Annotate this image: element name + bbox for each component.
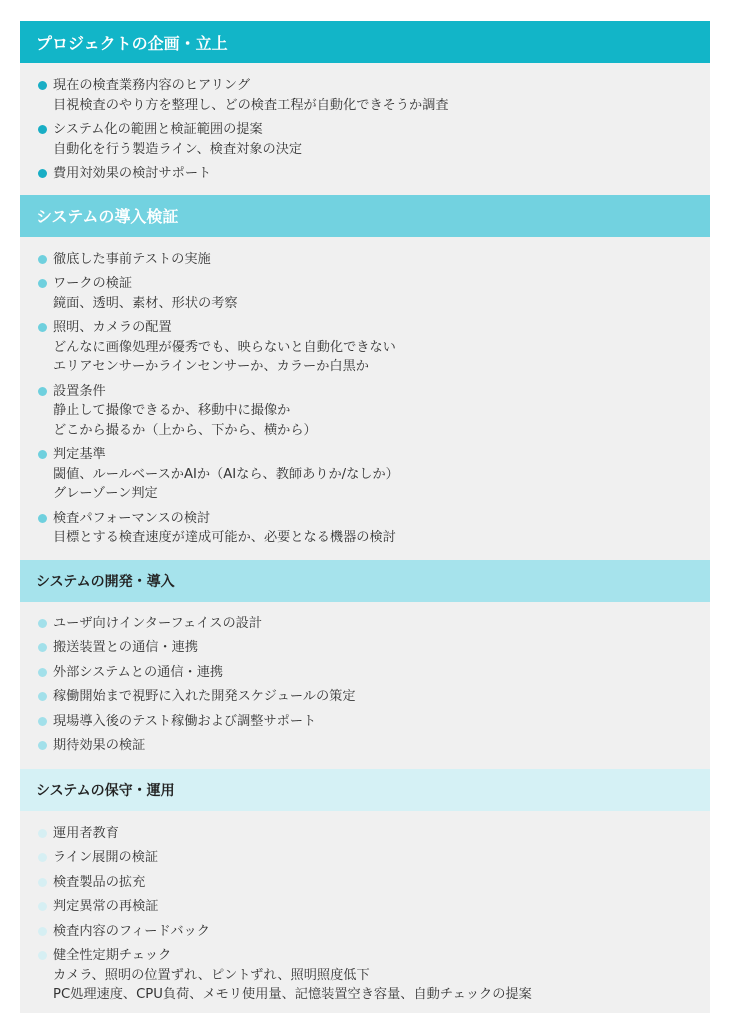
list-item bbox=[38, 164, 710, 184]
bullet-dot-icon bbox=[38, 853, 47, 862]
bullet-dot-icon bbox=[38, 829, 47, 838]
item-title: 検査製品の拡充 bbox=[53, 874, 146, 890]
item-title: 判定異常の再検証 bbox=[53, 899, 159, 914]
item-detail: 閾値、ルールベースかAIか（AIなら、教師ありか/なしか） bbox=[53, 466, 399, 482]
list-item bbox=[38, 712, 710, 732]
list-item bbox=[38, 848, 710, 868]
bullet-dot-icon bbox=[38, 255, 47, 264]
item-title: 照明、カメラの配置 bbox=[53, 320, 172, 335]
item-title: 搬送装置との通信・連携 bbox=[53, 640, 199, 655]
item-detail: どんなに画像処理が優秀でも、映らないと自動化できない bbox=[53, 339, 396, 355]
service-flow-panel bbox=[20, 21, 710, 1013]
item-title: 運用者教育 bbox=[53, 825, 119, 841]
bullet-dot-icon bbox=[38, 951, 47, 960]
item-detail: エリアセンサーかラインセンサーか、カラーか白黒か bbox=[53, 359, 369, 374]
bullet-dot-icon bbox=[38, 450, 47, 459]
section-header: システムの保守・運用 bbox=[20, 769, 710, 811]
bullet-dot-icon bbox=[38, 169, 47, 178]
item-title: 稼働開始まで視野に入れた開発スケジュールの策定 bbox=[53, 689, 356, 704]
item-detail: どこから撮るか（上から、下から、横から） bbox=[53, 422, 317, 438]
bullet-dot-icon bbox=[38, 323, 47, 332]
bullet-dot-icon bbox=[38, 643, 47, 652]
item-title: ライン展開の検証 bbox=[53, 850, 159, 865]
item-detail: PC処理速度、CPU負荷、メモリ使用量、記憶装置空き容量、自動チェックの提案 bbox=[53, 987, 532, 1002]
bullet-dot-icon bbox=[38, 902, 47, 911]
bullet-dot-icon bbox=[38, 125, 47, 134]
list-item bbox=[38, 382, 710, 441]
item-title: 検査内容のフィードバック bbox=[53, 923, 210, 939]
list-item bbox=[38, 922, 710, 942]
list-item bbox=[38, 274, 710, 313]
list-item bbox=[38, 120, 710, 159]
bullet-dot-icon bbox=[38, 717, 47, 726]
bullet-dot-icon bbox=[38, 387, 47, 396]
bullet-dot-icon bbox=[38, 279, 47, 288]
item-title: 費用対効果の検討サポート bbox=[53, 166, 212, 181]
item-detail: 鏡面、透明、素材、形状の考察 bbox=[53, 295, 238, 311]
item-title: 検査パフォーマンスの検討 bbox=[53, 510, 211, 526]
bullet-dot-icon bbox=[38, 668, 47, 677]
item-detail: 静止して撮像できるか、移動中に撮像か bbox=[53, 403, 291, 418]
item-title: システム化の範囲と検証範囲の提案 bbox=[53, 122, 263, 137]
item-detail: 目視検査のやり方を整理し、どの検査工程が自動化できそうか調査 bbox=[53, 97, 449, 113]
item-title: ユーザ向けインターフェイスの設計 bbox=[53, 615, 263, 631]
list-item bbox=[38, 824, 710, 844]
list-item bbox=[38, 946, 710, 1005]
bullet-dot-icon bbox=[38, 81, 47, 90]
list-item bbox=[38, 873, 710, 893]
section-item-list bbox=[20, 602, 710, 769]
item-title: 現場導入後のテスト稼働および調整サポート bbox=[53, 713, 317, 729]
section-header: システムの導入検証 bbox=[20, 195, 710, 237]
section-item-list bbox=[20, 811, 710, 1005]
item-title: 健全性定期チェック bbox=[53, 948, 172, 963]
section-item-list bbox=[20, 63, 710, 195]
item-title: 設置条件 bbox=[53, 383, 106, 399]
list-item bbox=[38, 250, 710, 270]
bullet-dot-icon bbox=[38, 927, 47, 936]
list-item bbox=[38, 614, 710, 634]
item-detail: カメラ、照明の位置ずれ、ピントずれ、照明照度低下 bbox=[53, 967, 370, 983]
list-item bbox=[38, 638, 710, 658]
section-item-list bbox=[20, 237, 710, 560]
list-item bbox=[38, 663, 710, 683]
item-title: 判定基準 bbox=[53, 447, 106, 462]
item-title: ワークの検証 bbox=[53, 276, 133, 291]
item-detail: 目標とする検査速度が達成可能か、必要となる機器の検討 bbox=[53, 530, 396, 545]
item-title: 外部システムとの通信・連携 bbox=[53, 664, 224, 680]
section-header: システムの開発・導入 bbox=[20, 560, 710, 602]
item-detail: グレーゾーン判定 bbox=[53, 486, 158, 501]
section-header: プロジェクトの企画・立上 bbox=[20, 21, 710, 63]
item-title: 現在の検査業務内容のヒアリング bbox=[53, 78, 251, 93]
bullet-dot-icon bbox=[38, 692, 47, 701]
bullet-dot-icon bbox=[38, 878, 47, 887]
bullet-dot-icon bbox=[38, 514, 47, 523]
list-item bbox=[38, 897, 710, 917]
list-item bbox=[38, 509, 710, 548]
list-item bbox=[38, 318, 710, 377]
list-item bbox=[38, 76, 710, 115]
bullet-dot-icon bbox=[38, 741, 47, 750]
list-item bbox=[38, 445, 710, 504]
item-title: 期待効果の検証 bbox=[53, 738, 146, 753]
item-detail: 自動化を行う製造ライン、検査対象の決定 bbox=[53, 141, 303, 157]
list-item bbox=[38, 687, 710, 707]
item-title: 徹底した事前テストの実施 bbox=[53, 251, 211, 267]
list-item bbox=[38, 736, 710, 756]
bullet-dot-icon bbox=[38, 619, 47, 628]
